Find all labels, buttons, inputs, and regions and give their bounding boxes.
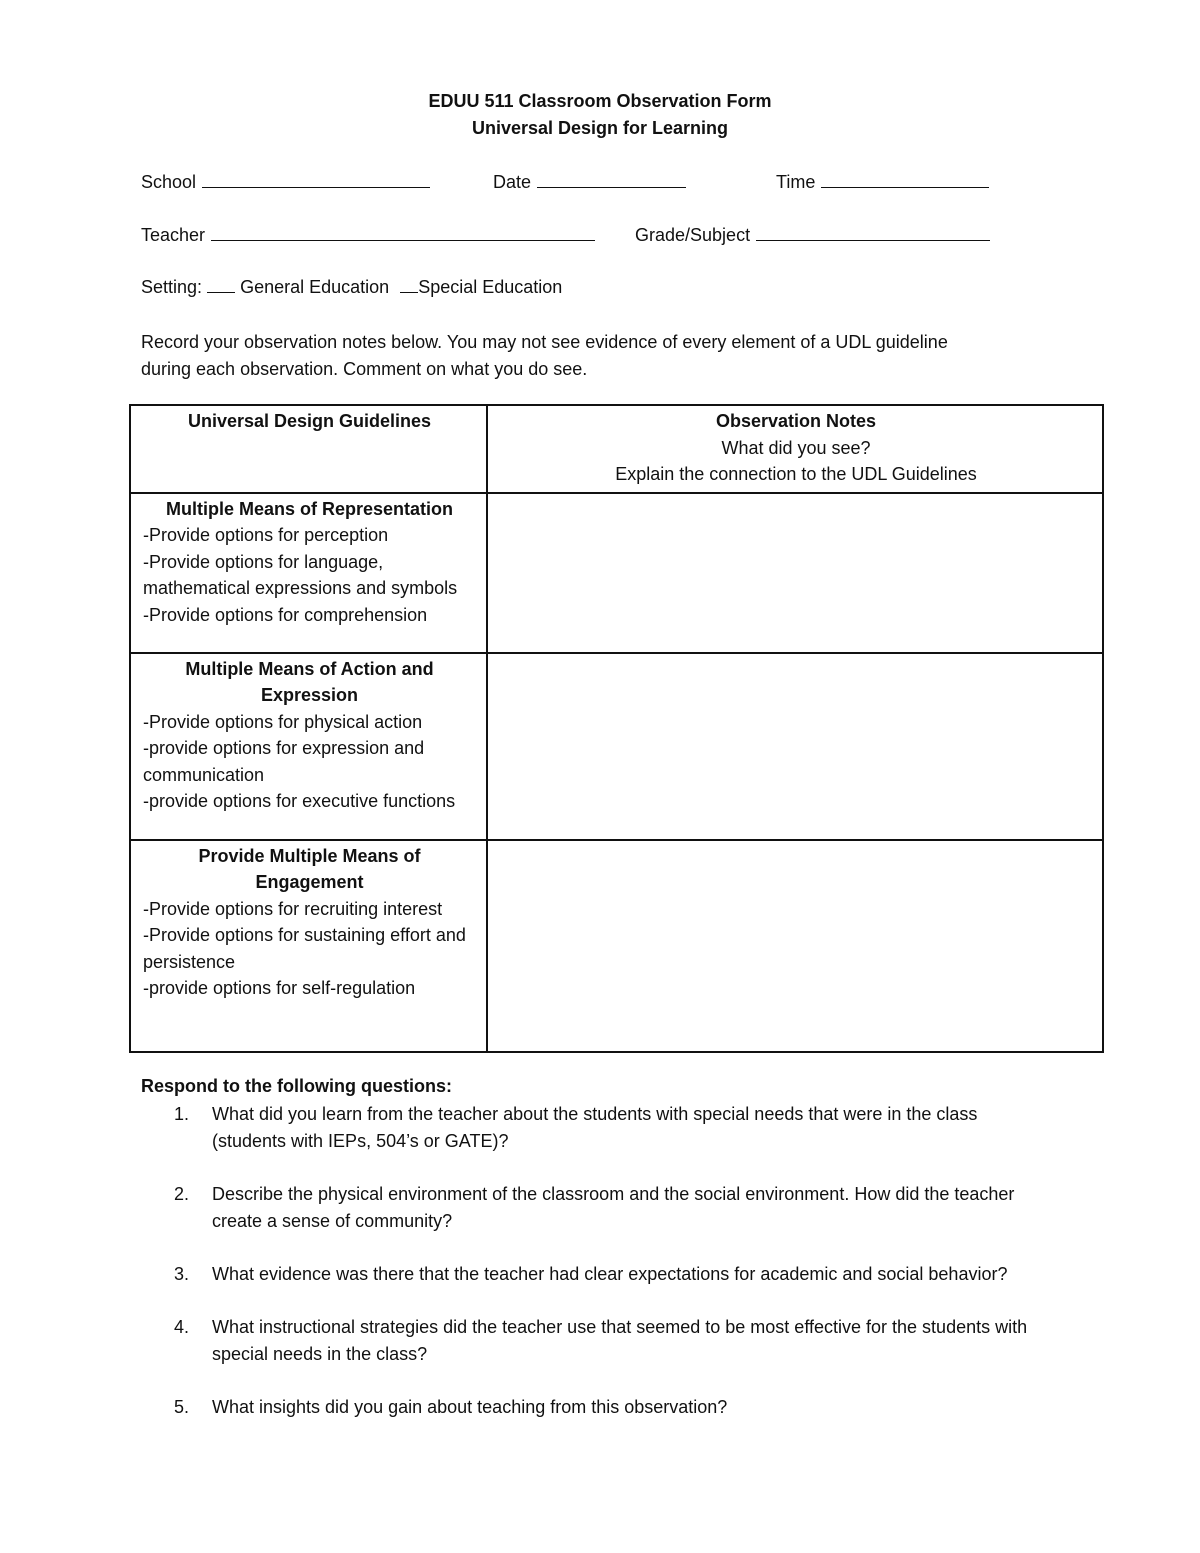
notes-cell-action-expression[interactable] — [487, 653, 1103, 840]
date-input[interactable] — [537, 171, 686, 188]
time-field — [776, 171, 989, 193]
notes-header-sub-2: Explain the connection to the UDL Guidelines — [615, 464, 977, 484]
questions-list — [141, 1101, 1041, 1447]
guideline-heading: Multiple Means of Representation — [165, 498, 454, 519]
guideline-item: -Provide options for sustaining effort and persistence — [143, 925, 466, 972]
special-education-check[interactable] — [400, 276, 418, 293]
question-number: 3. — [174, 1264, 190, 1284]
teacher-label: Teacher — [141, 225, 206, 245]
questions-heading: Respond to the following questions: — [141, 1076, 452, 1096]
notes-cell-engagement[interactable] — [487, 840, 1103, 1052]
guideline-item: -provide options for executive functions — [143, 791, 456, 811]
list-item — [141, 1101, 1041, 1155]
table-row — [130, 653, 1103, 840]
list-item — [141, 1394, 1041, 1421]
guideline-item: -Provide options for physical action — [143, 711, 423, 732]
guideline-item: -Provide options for recruiting interest — [143, 898, 443, 919]
school-label: School — [141, 172, 197, 192]
guideline-heading: Provide Multiple Means of Engagement — [198, 845, 421, 892]
question-text: What evidence was there that the teacher had clear expectations for academic and social behavior? — [212, 1264, 1008, 1284]
guideline-item: -provide options for self-regulation — [143, 978, 416, 998]
teacher-input[interactable] — [211, 224, 595, 241]
setting-field — [141, 276, 562, 298]
notes-header — [487, 405, 1103, 493]
question-text: What instructional strategies did the teacher use that seemed to be most effective for the students with special needs in the class? — [212, 1317, 1028, 1364]
instructions-line-2: during each observation. Comment on what you do see. — [141, 359, 588, 379]
guideline-action-expression — [130, 653, 487, 840]
time-label: Time — [776, 172, 816, 192]
grade-subject-field — [635, 224, 990, 246]
special-education-label: Special Education — [418, 277, 563, 297]
list-item — [141, 1261, 1041, 1288]
form-subtitle: Universal Design for Learning — [471, 118, 729, 138]
guideline-representation — [130, 493, 487, 653]
guideline-item: -Provide options for language, mathematical expressions and symbols — [143, 551, 458, 598]
notes-header-title: Observation Notes — [715, 411, 877, 431]
guideline-engagement — [130, 840, 487, 1052]
instructions — [141, 329, 1041, 383]
instructions-line-1: Record your observation notes below. You may not see evidence of every element of a UDL guideline — [141, 332, 948, 352]
list-item — [141, 1314, 1041, 1368]
guideline-item: -Provide options for comprehension — [143, 604, 428, 625]
question-text: What did you learn from the teacher about the students with special needs that were in the class (students with IEPs, 504’s or GATE)? — [212, 1104, 978, 1151]
notes-header-sub-1: What did you see? — [721, 437, 871, 458]
table-row — [130, 840, 1103, 1052]
form-title: EDUU 511 Classroom Observation Form — [428, 91, 772, 111]
time-input[interactable] — [821, 171, 989, 188]
question-number: 4. — [174, 1317, 190, 1337]
question-number: 2. — [174, 1184, 190, 1204]
guideline-item: -Provide options for perception — [143, 525, 389, 545]
guideline-item: -provide options for expression and communication — [143, 738, 425, 785]
table-header-row — [130, 405, 1103, 493]
general-education-check[interactable] — [207, 276, 235, 293]
question-text: What insights did you gain about teaching from this observation? — [212, 1397, 728, 1417]
date-label: Date — [493, 172, 532, 192]
table-row — [130, 493, 1103, 653]
setting-label: Setting: — [141, 277, 203, 297]
school-input[interactable] — [202, 171, 430, 188]
question-text: Describe the physical environment of the classroom and the social environment. How did the teacher create a sense of community? — [212, 1184, 1015, 1231]
general-education-label: General Education — [240, 277, 390, 297]
question-number: 5. — [174, 1397, 190, 1417]
teacher-field — [141, 224, 595, 246]
school-field — [141, 171, 430, 193]
list-item — [141, 1181, 1041, 1235]
guidelines-header: Universal Design Guidelines — [130, 405, 487, 493]
udl-observation-table — [129, 404, 1104, 1053]
date-field — [493, 171, 686, 193]
grade-subject-label: Grade/Subject — [635, 225, 751, 245]
question-number: 1. — [174, 1104, 190, 1124]
guideline-heading: Multiple Means of Action and Expression — [185, 658, 434, 705]
grade-subject-input[interactable] — [756, 224, 990, 241]
notes-cell-representation[interactable] — [487, 493, 1103, 653]
